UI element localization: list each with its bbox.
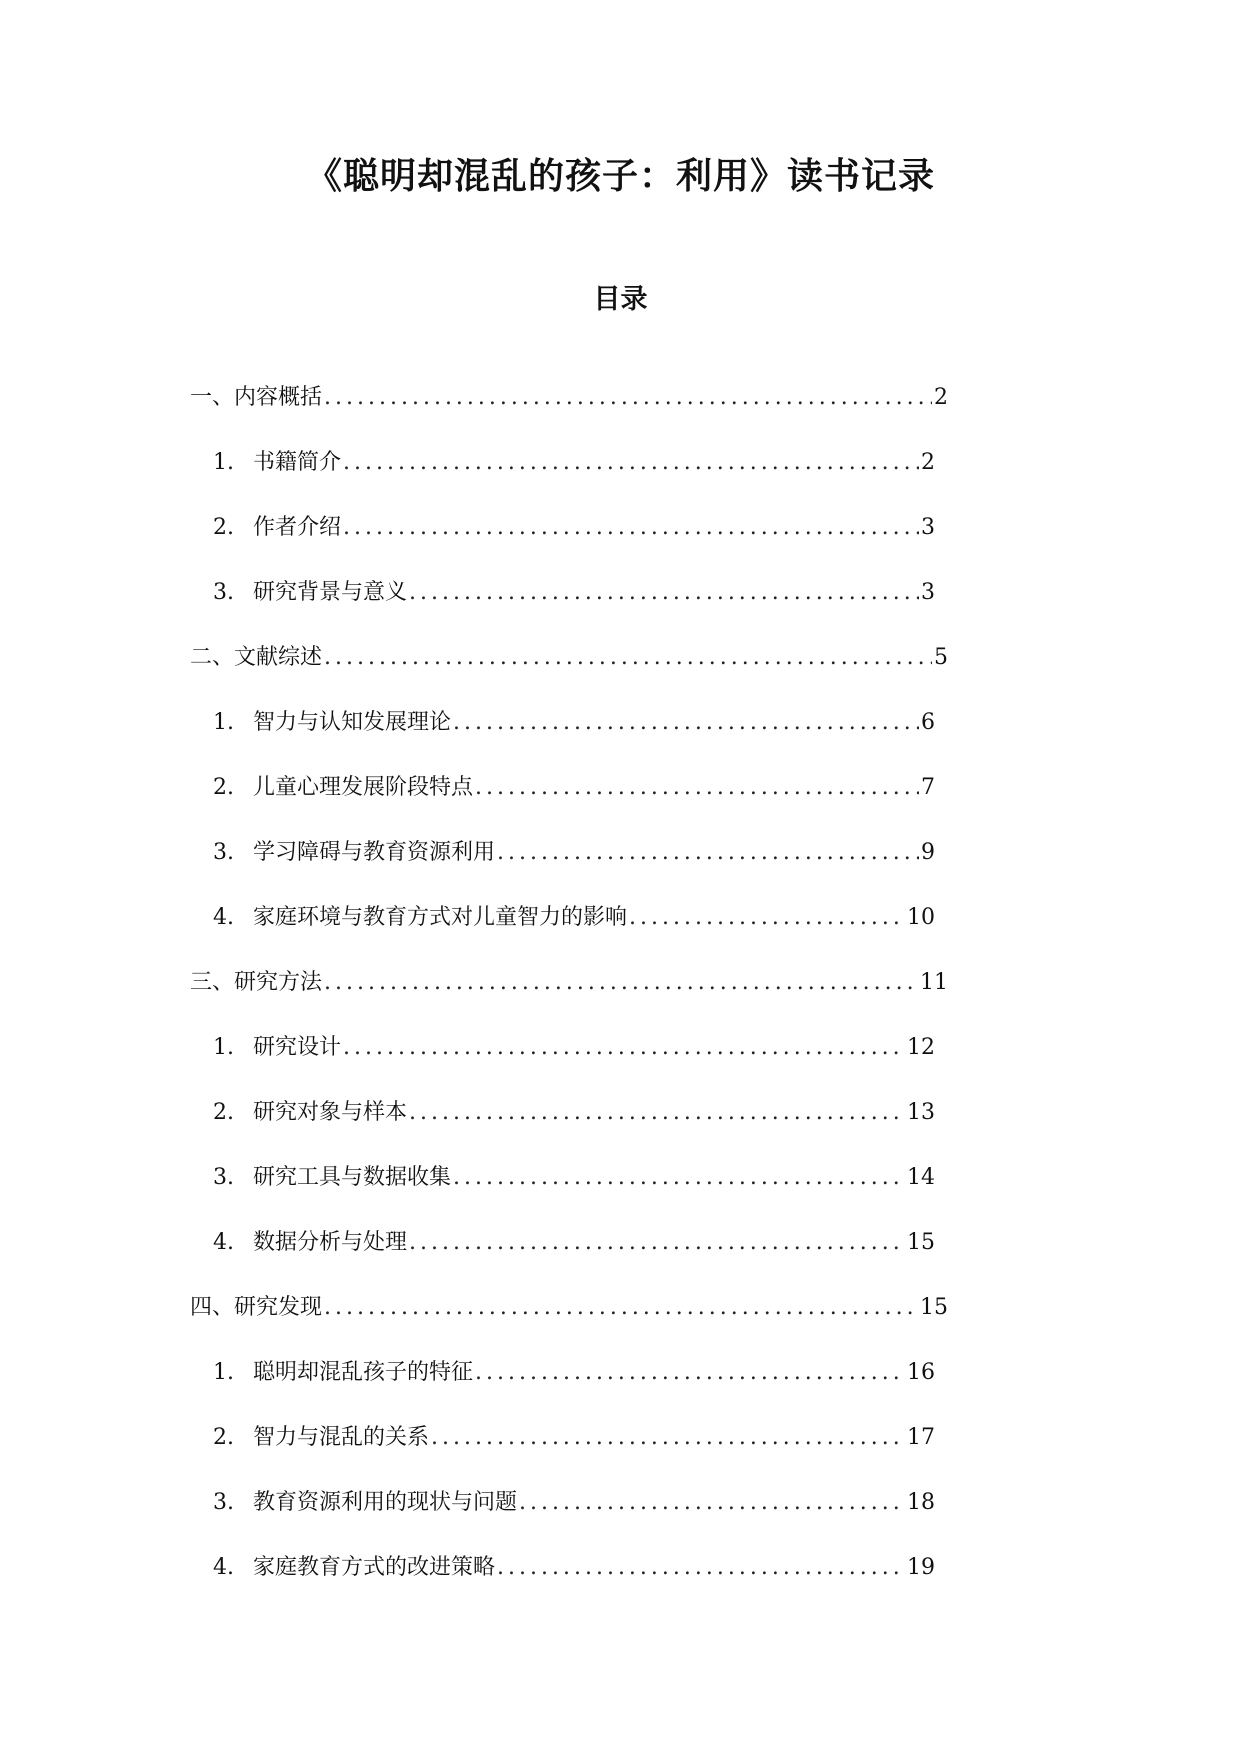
toc-dot-leader [343,443,919,483]
toc-page-number: 3 [921,580,935,605]
document-title: 《聪明却混乱的孩子：利用》读书记录 [305,155,935,197]
toc-page-number: 11 [920,970,948,995]
toc-page-number: 6 [921,710,935,735]
toc-entry-label: 研究背景与意义 [253,580,408,605]
toc-subsection[interactable] [0,1093,1241,1158]
toc-section-3[interactable] [0,963,1241,1028]
toc-dot-leader [324,378,932,418]
toc-subsection[interactable] [0,833,1241,898]
toc-page-number: 5 [934,645,948,670]
toc-entry-label: 书籍简介 [253,450,342,475]
toc-page-number: 15 [920,1295,948,1320]
toc-page-number: 7 [921,775,935,800]
toc-page-number: 16 [907,1360,935,1385]
toc-page-number: 17 [907,1425,935,1450]
toc-dot-leader [324,963,918,1003]
toc-subsection[interactable] [0,1483,1241,1548]
toc-entry-label: 学习障碍与教育资源利用 [253,840,496,865]
toc-entry-label: 一、内容概括 [190,385,323,410]
toc-entry-label: 聪明却混乱孩子的特征 [253,1360,474,1385]
toc-subsection[interactable] [0,1353,1241,1418]
toc-entry-number: 3. [213,1490,234,1515]
toc-dot-leader [497,833,919,873]
toc-entry-number: 2. [213,1425,234,1450]
toc-entry-number: 2. [213,775,234,800]
toc-entry-number: 2. [213,515,234,540]
toc-dot-leader [324,638,932,678]
toc-page-number: 12 [907,1035,935,1060]
toc-dot-leader [497,1548,905,1588]
toc-dot-leader [453,703,919,743]
toc-entry-number: 4. [213,1230,234,1255]
toc-subsection[interactable] [0,1158,1241,1223]
toc-entry-label: 家庭教育方式的改进策略 [253,1555,496,1580]
toc-dot-leader [409,573,919,613]
toc-entry-number: 2. [213,1100,234,1125]
toc-dot-leader [409,1093,905,1133]
toc-page-number: 9 [921,840,935,865]
toc-entry-number: 1. [213,1360,234,1385]
toc-entry-label: 研究工具与数据收集 [253,1165,452,1190]
toc-dot-leader [629,898,905,938]
toc-entry-label: 智力与混乱的关系 [253,1425,430,1450]
toc-entry-label: 智力与认知发展理论 [253,710,452,735]
toc-subsection[interactable] [0,768,1241,833]
toc-entry-number: 1. [213,1035,234,1060]
toc-section-2[interactable] [0,638,1241,703]
toc-entry-number: 1. [213,450,234,475]
toc-dot-leader [519,1483,905,1523]
toc-page-number: 10 [907,905,935,930]
toc-subsection[interactable] [0,573,1241,638]
toc-entry-label: 家庭环境与教育方式对儿童智力的影响 [253,905,628,930]
toc-page-number: 13 [907,1100,935,1125]
toc-entry-number: 3. [213,1165,234,1190]
toc-entry-label: 研究对象与样本 [253,1100,408,1125]
toc-dot-leader [475,1353,905,1393]
toc-entry-label: 儿童心理发展阶段特点 [253,775,474,800]
toc-entry-label: 四、研究发现 [190,1295,323,1320]
toc-page-number: 2 [934,385,948,410]
toc-subsection[interactable] [0,508,1241,573]
toc-entry-label: 三、研究方法 [190,970,323,995]
toc-section-4[interactable] [0,1288,1241,1353]
toc-subsection[interactable] [0,1028,1241,1093]
toc-dot-leader [431,1418,905,1458]
toc-subsection[interactable] [0,703,1241,768]
toc-page-number: 18 [907,1490,935,1515]
toc-heading: 目录 [593,284,648,315]
toc-subsection[interactable] [0,1548,1241,1613]
toc-page-number: 3 [921,515,935,540]
toc-entry-number: 3. [213,580,234,605]
toc-entry-label: 作者介绍 [253,515,342,540]
toc-entry-number: 4. [213,1555,234,1580]
toc-dot-leader [343,508,919,548]
toc-entry-label: 二、文献综述 [190,645,323,670]
toc-subsection[interactable] [0,1223,1241,1288]
toc-page-number: 14 [907,1165,935,1190]
table-of-contents [0,378,1241,1613]
toc-entry-label: 教育资源利用的现状与问题 [253,1490,518,1515]
toc-entry-number: 3. [213,840,234,865]
toc-subsection[interactable] [0,1418,1241,1483]
toc-entry-number: 4. [213,905,234,930]
toc-dot-leader [343,1028,905,1068]
toc-section-1[interactable] [0,378,1241,443]
toc-dot-leader [475,768,919,808]
toc-subsection[interactable] [0,443,1241,508]
toc-entry-label: 数据分析与处理 [253,1230,408,1255]
toc-page-number: 19 [907,1555,935,1580]
toc-page-number: 2 [921,450,935,475]
toc-entry-label: 研究设计 [253,1035,342,1060]
toc-page-number: 15 [907,1230,935,1255]
toc-subsection[interactable] [0,898,1241,963]
toc-dot-leader [324,1288,918,1328]
toc-entry-number: 1. [213,710,234,735]
toc-dot-leader [453,1158,905,1198]
toc-dot-leader [409,1223,905,1263]
